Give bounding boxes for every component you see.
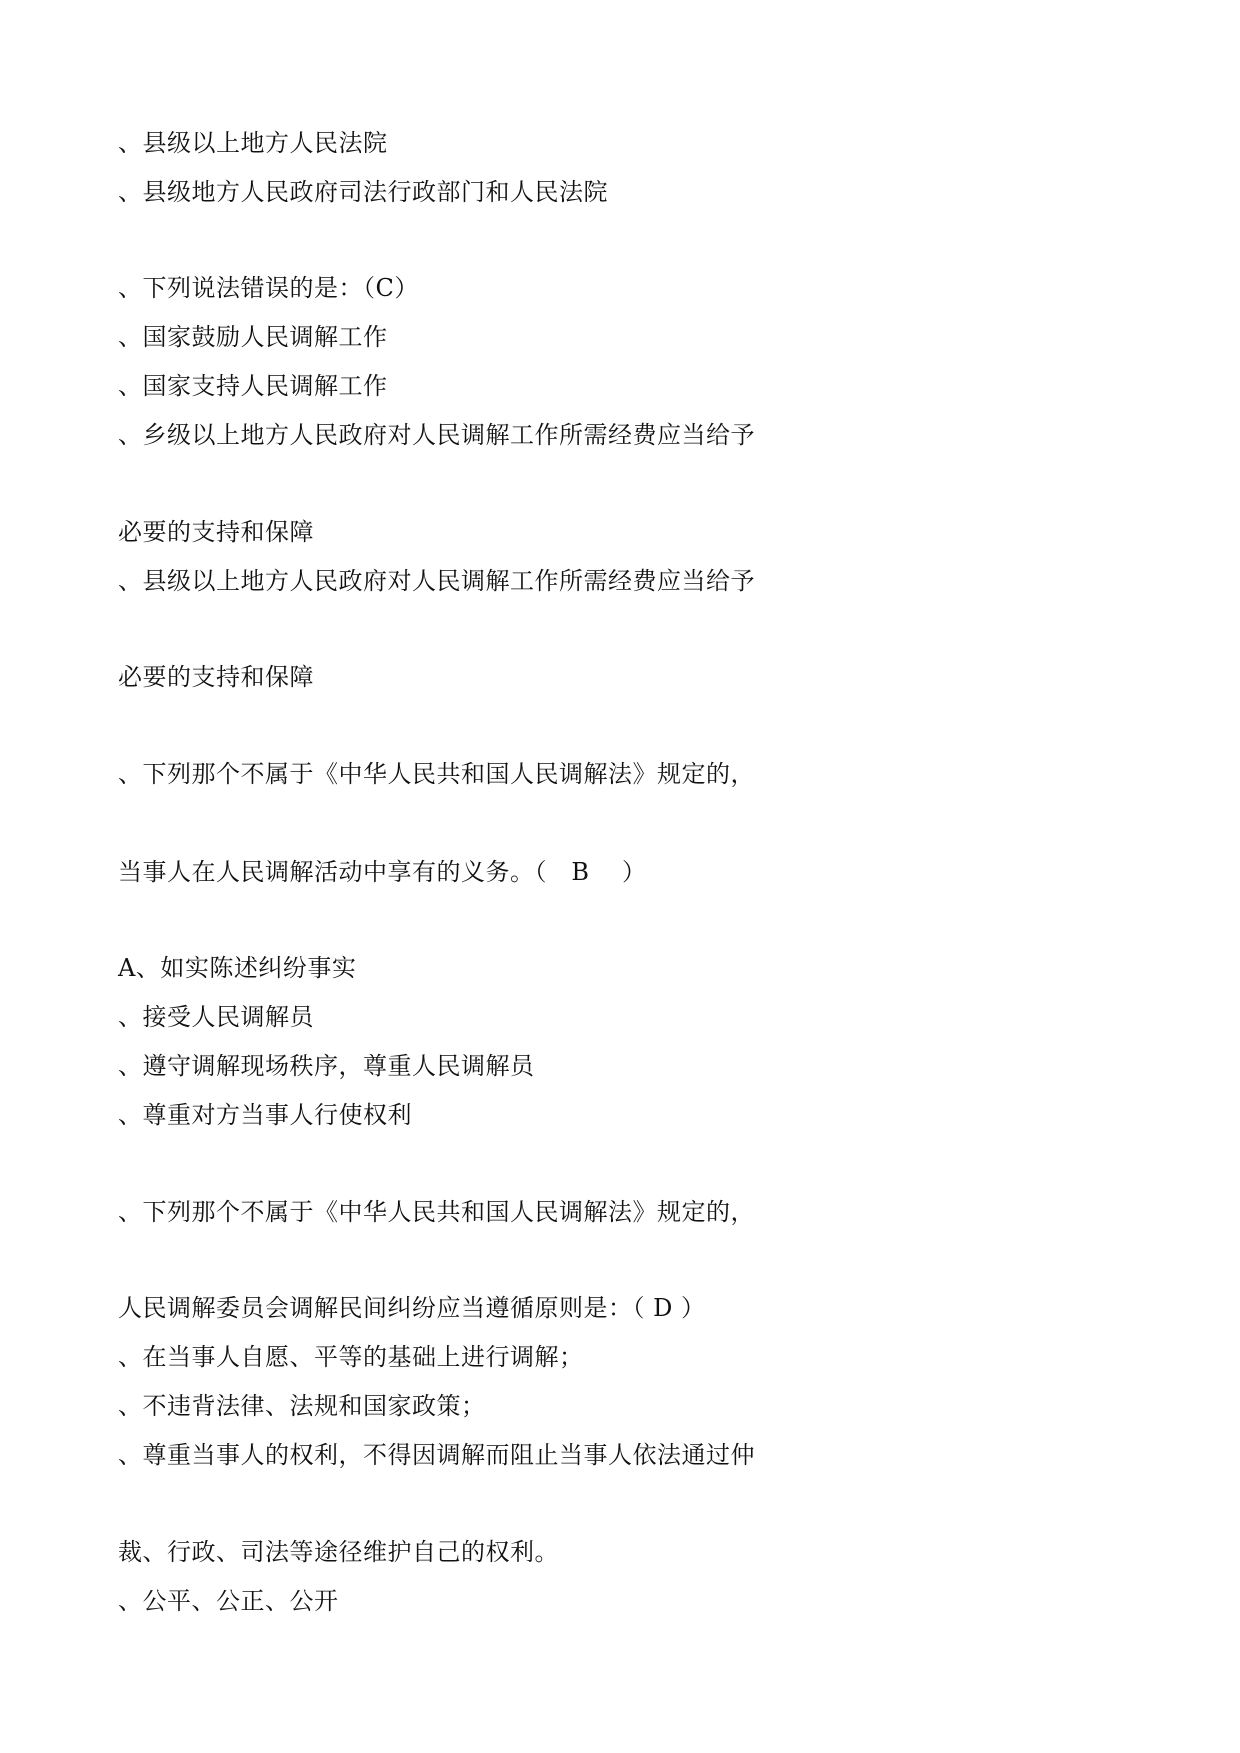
text-line: 、县级地方人民政府司法行政部门和人民法院 bbox=[118, 178, 608, 206]
option-line: 、不违背法律、法规和国家政策； bbox=[118, 1392, 486, 1420]
text-line: 裁、行政、司法等途径维护自己的权利。 bbox=[118, 1538, 559, 1566]
option-line: 、遵守调解现场秩序，尊重人民调解员 bbox=[118, 1052, 535, 1080]
question-line: 当事人在人民调解活动中享有的义务。（ B ） bbox=[118, 858, 647, 886]
option-line: 、在当事人自愿、平等的基础上进行调解； bbox=[118, 1343, 584, 1371]
question-line: 、下列那个不属于《中华人民共和国人民调解法》规定的， bbox=[118, 1198, 755, 1226]
option-line: 、尊重对方当事人行使权利 bbox=[118, 1101, 412, 1129]
option-line: 、国家支持人民调解工作 bbox=[118, 372, 388, 400]
option-line: 、公平、公正、公开 bbox=[118, 1587, 339, 1615]
text-line: 必要的支持和保障 bbox=[118, 663, 314, 691]
text-line: 、县级以上地方人民法院 bbox=[118, 129, 388, 157]
option-line: 、尊重当事人的权利，不得因调解而阻止当事人依法通过仲 bbox=[118, 1441, 755, 1469]
option-line: A、如实陈述纠纷事实 bbox=[118, 954, 357, 982]
question-line: 人民调解委员会调解民间纠纷应当遵循原则是：（ D ） bbox=[118, 1294, 706, 1322]
option-line: 、接受人民调解员 bbox=[118, 1003, 314, 1031]
option-line: 、县级以上地方人民政府对人民调解工作所需经费应当给予 bbox=[118, 567, 755, 595]
question-line: 、下列说法错误的是：（C） bbox=[118, 274, 419, 302]
text-line: 必要的支持和保障 bbox=[118, 518, 314, 546]
question-line: 、下列那个不属于《中华人民共和国人民调解法》规定的， bbox=[118, 760, 755, 788]
option-line: 、乡级以上地方人民政府对人民调解工作所需经费应当给予 bbox=[118, 421, 755, 449]
option-line: 、国家鼓励人民调解工作 bbox=[118, 323, 388, 351]
